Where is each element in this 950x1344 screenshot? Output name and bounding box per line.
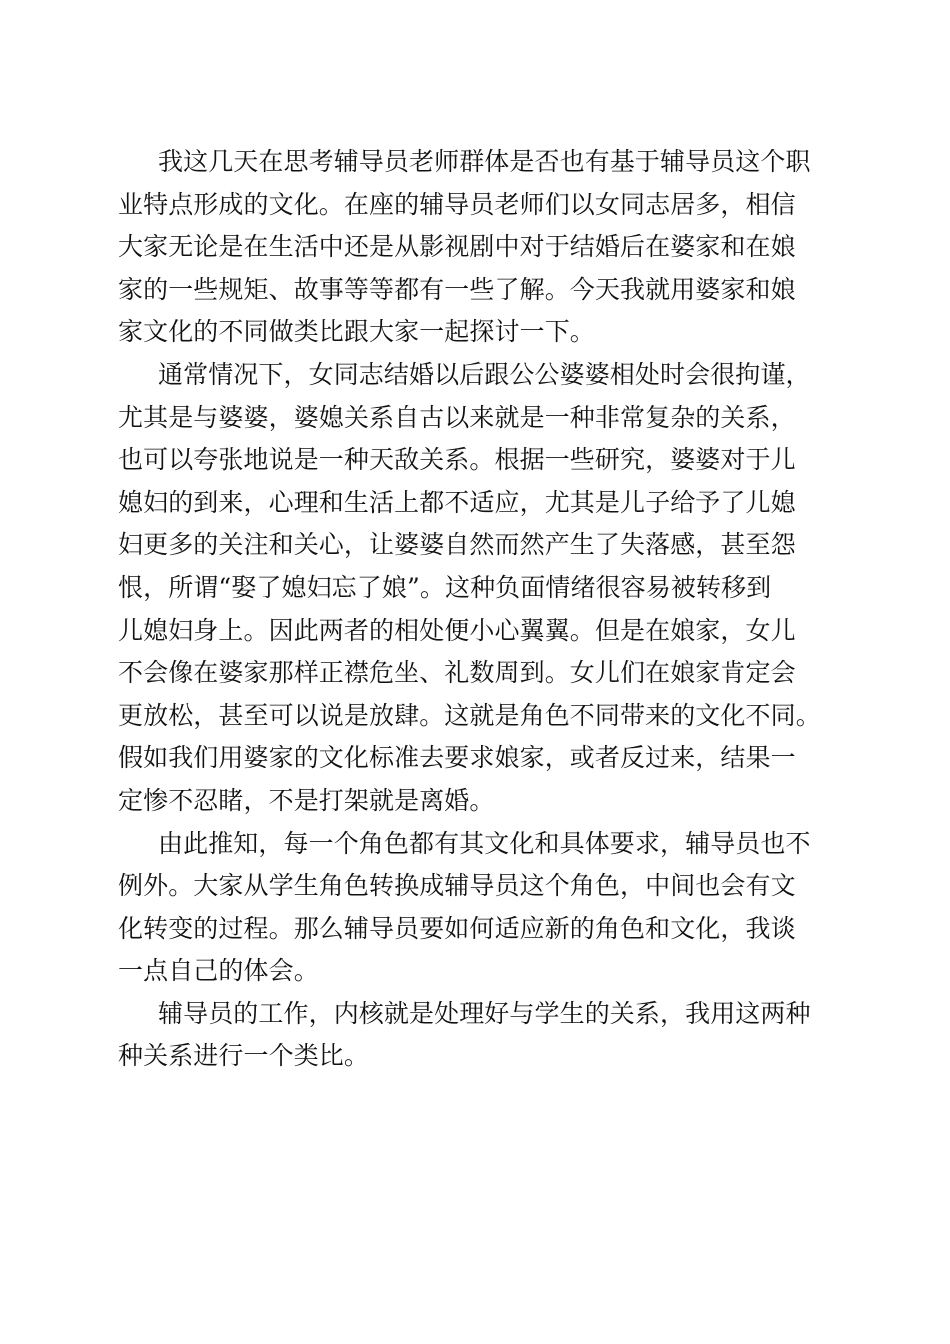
paragraph-line: 种关系进行一个类比。 (118, 1041, 370, 1071)
paragraph-line: 定惨不忍睹，不是打架就是离婚。 (118, 785, 495, 815)
paragraph-line: 家文化的不同做类比跟大家一起探讨一下。 (118, 317, 595, 347)
paragraph-line: 恨，所谓“娶了媳妇忘了娘”。这种负面情绪很容易被转移到 (118, 572, 772, 602)
paragraph-line: 尤其是与婆婆，婆媳关系自古以来就是一种非常复杂的关系， (118, 402, 796, 432)
paragraph-line: 假如我们用婆家的文化标准去要求娘家，或者反过来，结果一 (118, 743, 796, 773)
paragraph-line: 大家无论是在生活中还是从影视剧中对于结婚后在婆家和在娘 (118, 232, 796, 262)
paragraph-line: 不会像在婆家那样正襟危坐、礼数周到。女儿们在娘家肯定会 (118, 658, 796, 688)
paragraph-3 (118, 823, 838, 993)
paragraph-line: 我这几天在思考辅导员老师群体是否也有基于辅导员这个职 (158, 147, 811, 176)
paragraph-line: 也可以夸张地说是一种天敌关系。根据一些研究，婆婆对于儿 (118, 445, 796, 475)
paragraph-line: 辅导员的工作，内核就是处理好与学生的关系，我用这两种 (158, 998, 811, 1028)
paragraph-2 (118, 354, 838, 823)
paragraph-line: 媳妇的到来，心理和生活上都不适应，尤其是儿子给予了儿媳 (118, 487, 796, 517)
paragraph-1 (118, 141, 838, 354)
paragraph-4 (118, 993, 838, 1078)
paragraph-line: 家的一些规矩、故事等等都有一些了解。今天我就用婆家和娘 (118, 274, 796, 304)
paragraph-line: 更放松，甚至可以说是放肆。这就是角色不同带来的文化不同。 (118, 700, 821, 730)
paragraph-line: 化转变的过程。那么辅导员要如何适应新的角色和文化，我谈 (118, 913, 796, 943)
document-body (118, 141, 838, 1078)
paragraph-line: 业特点形成的文化。在座的辅导员老师们以女同志居多，相信 (118, 189, 796, 219)
paragraph-line: 例外。大家从学生角色转换成辅导员这个角色，中间也会有文 (118, 871, 796, 901)
paragraph-line: 一点自己的体会。 (118, 956, 319, 986)
paragraph-line: 妇更多的关注和关心，让婆婆自然而然产生了失落感，甚至怨 (118, 530, 796, 560)
paragraph-line: 儿媳妇身上。因此两者的相处便小心翼翼。但是在娘家，女儿 (118, 615, 796, 645)
paragraph-line: 通常情况下，女同志结婚以后跟公公婆婆相处时会很拘谨， (158, 359, 811, 389)
paragraph-line: 由此推知，每一个角色都有其文化和具体要求，辅导员也不 (158, 828, 811, 858)
